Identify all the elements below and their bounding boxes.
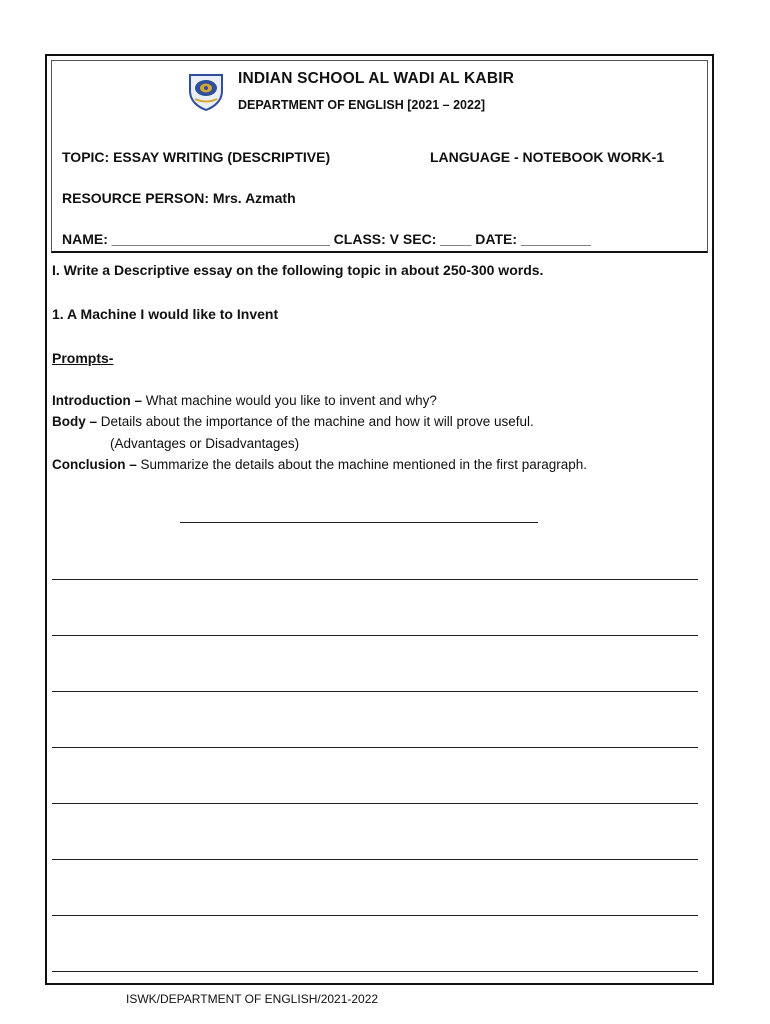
writing-line[interactable] [52, 579, 698, 580]
department-title: DEPARTMENT OF ENGLISH [2021 – 2022] [238, 98, 486, 112]
prompt-label: Conclusion – [52, 457, 137, 472]
worksheet-header [51, 60, 708, 253]
essay-title-line[interactable] [180, 522, 538, 523]
writing-line[interactable] [52, 971, 698, 972]
language-label: LANGUAGE - NOTEBOOK WORK-1 [430, 149, 665, 165]
essay-topic: 1. A Machine I would like to Invent [52, 306, 279, 322]
worksheet-frame [45, 54, 714, 985]
prompt-text: What machine would you like to invent and why? [142, 393, 437, 408]
school-crest-icon [186, 71, 226, 111]
prompt-conclusion [52, 457, 587, 472]
prompt-introduction [52, 393, 437, 408]
writing-line[interactable] [52, 915, 698, 916]
footer-text: ISWK/DEPARTMENT OF ENGLISH/2021-2022 [126, 992, 379, 1006]
resource-person: RESOURCE PERSON: Mrs. Azmath [62, 190, 296, 206]
school-name: INDIAN SCHOOL AL WADI AL KABIR [238, 70, 515, 87]
prompt-body [52, 414, 534, 429]
prompt-body-note [110, 436, 299, 451]
writing-line[interactable] [52, 859, 698, 860]
writing-line[interactable] [52, 691, 698, 692]
writing-line[interactable] [52, 635, 698, 636]
essay-instruction: I. Write a Descriptive essay on the following topic in about 250-300 words. [52, 262, 544, 278]
writing-line[interactable] [52, 747, 698, 748]
writing-line[interactable] [52, 803, 698, 804]
prompt-text: (Advantages or Disadvantages) [110, 436, 300, 451]
prompt-text: Summarize the details about the machine mentioned in the first paragraph. [136, 457, 588, 472]
prompts-heading: Prompts- [52, 350, 114, 366]
prompt-text: Details about the importance of the machine and how it will prove useful. [97, 414, 534, 429]
prompt-label: Body – [52, 414, 98, 429]
student-details-row: NAME: ____________________________ CLASS: V SEC: ____ DATE: _________ [62, 231, 591, 247]
topic-label: TOPIC: ESSAY WRITING (DESCRIPTIVE) [62, 149, 331, 165]
prompt-label: Introduction – [52, 393, 142, 408]
